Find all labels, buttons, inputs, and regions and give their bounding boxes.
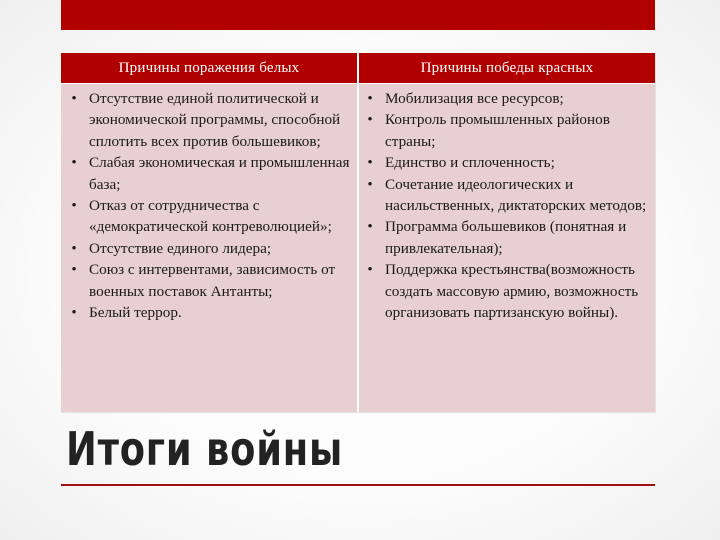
column-divider [357, 53, 359, 413]
list-item-text: Отсутствие единой политической и экономической программы, способной сплотить всех против большевиков; [89, 90, 341, 150]
bullet-icon: • [71, 304, 77, 322]
list-item [364, 109, 652, 152]
header-white-defeat: Причины поражения белых [61, 53, 357, 83]
bullet-icon: • [367, 90, 373, 107]
bullet-icon: • [71, 239, 77, 257]
list-item-text: Белый террор. [89, 304, 182, 322]
list-item-text: Программа большевиков (понятная и привлекательная); [385, 218, 627, 257]
list-item-text: Отсутствие единого лидера; [89, 239, 272, 257]
list-item [68, 195, 356, 238]
list-item [364, 216, 652, 259]
title-underline [61, 484, 655, 486]
bullet-icon: • [71, 90, 77, 107]
list-item-text: Единство и сплоченность; [385, 154, 555, 172]
bullet-icon: • [71, 197, 77, 215]
list-item-text: Союз с интервентами, зависимость от военных поставок Антанты; [89, 261, 336, 300]
list-item-text: Слабая экономическая и промышленная база; [89, 154, 350, 193]
list-item-text: Отказ от сотрудничества с «демократической контреволюцией»; [89, 197, 332, 236]
bullet-icon: • [367, 218, 373, 236]
list-item [68, 152, 356, 195]
list-item-text: Поддержка крестьянства(возможность создать массовую армию, возможность организовать партизанскую войны). [385, 261, 639, 322]
top-banner [61, 0, 655, 30]
list-item [364, 152, 652, 173]
slide-title: Итоги войны [66, 422, 344, 476]
list-item [68, 302, 356, 323]
list-item [68, 259, 356, 302]
list-item [68, 88, 356, 152]
list-item [364, 259, 652, 323]
list-item-text: Мобилизация все ресурсов; [385, 90, 564, 107]
list-item-text: Контроль промышленных районов страны; [385, 111, 610, 150]
header-red-victory: Причины победы красных [359, 53, 655, 83]
list-item [68, 238, 356, 259]
bullet-icon: • [367, 111, 373, 129]
bullet-icon: • [367, 175, 373, 193]
bullet-icon: • [71, 154, 77, 172]
list-item [364, 88, 652, 109]
list-item-text: Сочетание идеологических и насильственных, диктаторских методов; [385, 175, 647, 215]
bullet-icon: • [71, 261, 77, 279]
bullet-icon: • [367, 261, 373, 279]
white-defeat-list [68, 88, 356, 323]
red-victory-list [364, 88, 652, 323]
table-bottom-border [61, 412, 655, 413]
bullet-icon: • [367, 154, 373, 172]
list-item [364, 174, 652, 217]
table-right-border [655, 53, 656, 413]
